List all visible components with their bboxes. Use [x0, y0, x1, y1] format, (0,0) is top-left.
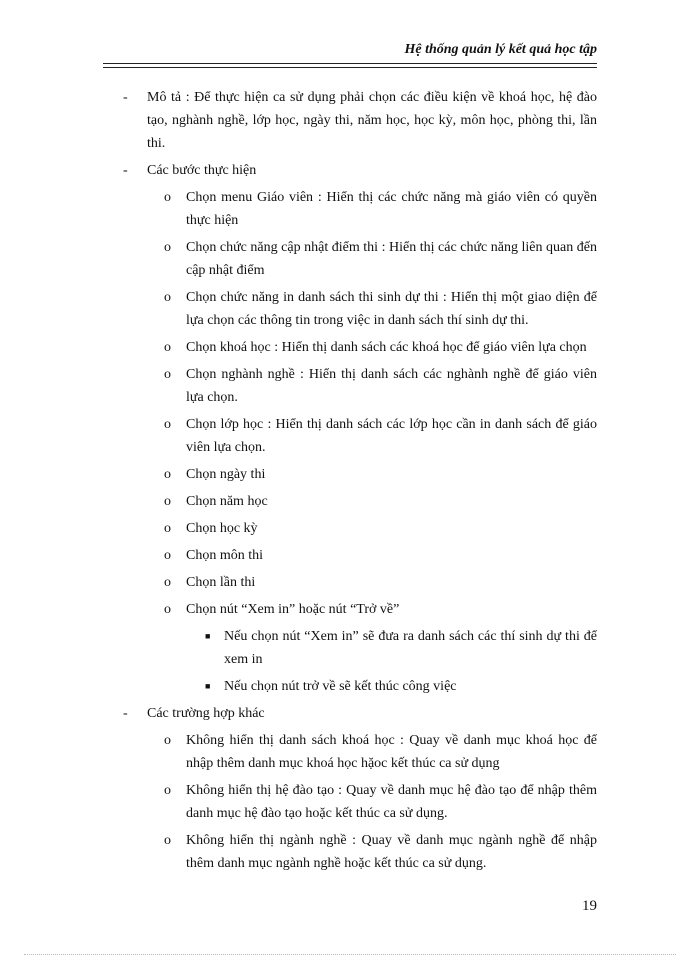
step-item — [0, 598, 700, 621]
step-item — [0, 463, 700, 486]
step-text: Chọn chức năng in danh sách thi sinh dự thi : Hiển thị một giao diện để lựa chọn các thông tin trong việc in danh sách thí sinh dự thi. — [186, 290, 597, 328]
header-rule-bottom — [103, 67, 597, 68]
circle-bullet: o — [164, 833, 171, 848]
step-item — [0, 336, 700, 359]
dash-bullet: - — [123, 706, 128, 721]
description-text: Mô tả : Để thực hiện ca sử dụng phải chọn các điều kiện về khoá học, hệ đào tạo, nghành nghề, lớp học, ngày thi, năm học, học kỳ, môn học, phòng thi, lần thi. — [147, 90, 597, 151]
list-item-steps-title — [0, 159, 700, 182]
step-item — [0, 517, 700, 540]
other-case-text: Không hiển thị danh sách khoá học : Quay về danh mục khoá học để nhập thêm danh mục khoá học hặoc kết thúc ca sử dụng — [186, 733, 597, 771]
other-cases-title: Các trường hợp khác — [147, 706, 265, 721]
circle-bullet: o — [164, 783, 171, 798]
other-case-item — [0, 829, 700, 875]
step-item — [0, 490, 700, 513]
sub-step-text: Nếu chọn nút trở về sẽ kết thúc công việc — [224, 679, 457, 694]
step-text: Chọn lớp học : Hiển thị danh sách các lớp học cần in danh sách để giáo viên lựa chọn. — [186, 417, 597, 455]
sub-step-item — [0, 625, 700, 671]
step-text: Chọn học kỳ — [186, 521, 258, 536]
page-bottom-border — [24, 954, 676, 955]
circle-bullet: o — [164, 521, 171, 536]
step-item — [0, 363, 700, 409]
step-text: Chọn lần thi — [186, 575, 256, 590]
circle-bullet: o — [164, 467, 171, 482]
circle-bullet: o — [164, 494, 171, 509]
step-item — [0, 571, 700, 594]
square-bullet: ■ — [205, 681, 211, 691]
other-case-item — [0, 729, 700, 775]
circle-bullet: o — [164, 548, 171, 563]
step-text: Chọn nghành nghề : Hiển thị danh sách các nghành nghề để giáo viên lựa chọn. — [186, 367, 597, 405]
sub-step-text: Nếu chọn nút “Xem in” sẽ đưa ra danh sách các thí sinh dự thi để xem in — [224, 629, 597, 667]
step-text: Chọn chức năng cập nhật điểm thi : Hiển thị các chức năng liên quan đến cập nhật điểm — [186, 240, 597, 278]
other-case-item — [0, 779, 700, 825]
step-text: Chọn nút “Xem in” hoặc nút “Trở về” — [186, 602, 400, 617]
step-text: Chọn menu Giáo viên : Hiển thị các chức năng mà giáo viên có quyền thực hiện — [186, 190, 597, 228]
circle-bullet: o — [164, 417, 171, 432]
circle-bullet: o — [164, 240, 171, 255]
circle-bullet: o — [164, 340, 171, 355]
step-text: Chọn năm học — [186, 494, 268, 509]
circle-bullet: o — [164, 575, 171, 590]
square-bullet: ■ — [205, 631, 211, 641]
step-item — [0, 544, 700, 567]
step-item — [0, 286, 700, 332]
step-item — [0, 236, 700, 282]
step-text: Chọn môn thi — [186, 548, 264, 563]
list-item-other-cases-title — [0, 702, 700, 725]
step-text: Chọn khoá học : Hiển thị danh sách các khoá học để giáo viên lựa chọn — [186, 340, 587, 355]
circle-bullet: o — [164, 190, 171, 205]
other-case-text: Không hiển thị hệ đào tạo : Quay về danh mục hệ đào tạo để nhập thêm danh mục hệ đào tạo hoặc kết thúc ca sử dụng. — [186, 783, 597, 821]
page-number: 19 — [582, 898, 597, 914]
dash-bullet: - — [123, 90, 128, 105]
header-rule-top — [103, 63, 597, 64]
circle-bullet: o — [164, 367, 171, 382]
step-item — [0, 413, 700, 459]
circle-bullet: o — [164, 602, 171, 617]
other-case-text: Không hiển thị ngành nghề : Quay về danh mục ngành nghề để nhập thêm danh mục ngành nghề hoặc kết thúc ca sử dụng. — [186, 833, 597, 871]
sub-step-item — [0, 675, 700, 698]
dash-bullet: - — [123, 163, 128, 178]
circle-bullet: o — [164, 290, 171, 305]
step-item — [0, 186, 700, 232]
steps-title: Các bước thực hiện — [147, 163, 257, 178]
page-header-title: Hệ thống quản lý kết quả học tập — [404, 42, 597, 57]
document-body — [0, 86, 700, 879]
circle-bullet: o — [164, 733, 171, 748]
list-item-description — [0, 86, 700, 155]
step-text: Chọn ngày thi — [186, 467, 266, 482]
